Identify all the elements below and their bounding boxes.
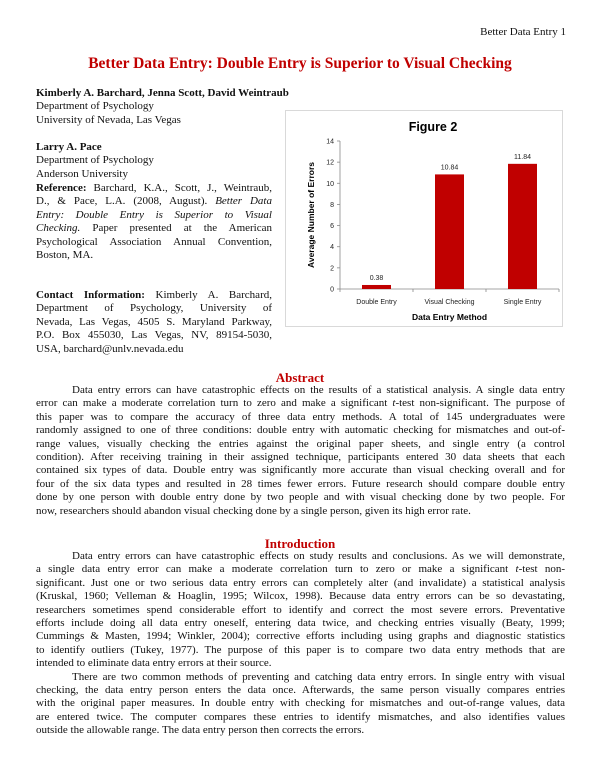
data-label: 0.38 bbox=[369, 274, 384, 282]
abstract-text bbox=[36, 384, 565, 518]
x-tick-label: Single Entry bbox=[503, 299, 542, 306]
italic-text: Entry: Double Entry is Superior to Visual bbox=[36, 208, 272, 221]
text-segment: D., & Pace, L.A. (2008, August). bbox=[36, 195, 216, 208]
paper-title: Better Data Entry: Double Entry is Superior to Visual Checking bbox=[88, 55, 512, 72]
paragraph bbox=[36, 550, 565, 671]
x-tick-label: Double Entry bbox=[356, 299, 397, 306]
y-tick-label: 10 bbox=[326, 180, 334, 188]
italic-text: Checking. bbox=[36, 222, 81, 235]
text-line: range values, visually checking the entries against the original paper sheets, and single entry (a control bbox=[36, 437, 565, 450]
text-line: Anderson University bbox=[36, 167, 128, 180]
text-line bbox=[36, 182, 272, 195]
bar-double-entry bbox=[362, 285, 391, 289]
text-line: are entered twice. The computer compares these entries to identify mismatches, and also identifies values bbox=[36, 710, 565, 723]
text-segment: a single data entry error can make a moderate correlation turn to zero or make a significant bbox=[36, 563, 516, 576]
text-line bbox=[36, 141, 272, 154]
y-tick-label: 12 bbox=[326, 159, 334, 167]
text-line: Department of Psychology bbox=[36, 154, 154, 167]
data-label: 11.84 bbox=[514, 153, 531, 161]
text-line: contained six types of data. Double entry was significantly more accurate than visual checking overall and for bbox=[36, 464, 565, 477]
y-tick-label: 4 bbox=[330, 244, 334, 252]
text-line: four of the six data types and resulted in 28 times fewer errors. Future research should compare double entry bbox=[36, 477, 565, 490]
text-line: outside the allowable range. The data entry person then corrects the errors. bbox=[36, 724, 365, 737]
introduction-text bbox=[36, 550, 565, 737]
data-label: 10.84 bbox=[440, 164, 459, 172]
bar-visual-checking bbox=[435, 174, 464, 289]
abstract-heading: Abstract bbox=[275, 370, 325, 385]
bold-label: Reference: bbox=[36, 182, 87, 194]
text-line bbox=[36, 87, 289, 100]
text-line: intended to eliminate data entry errors at their source. bbox=[36, 657, 272, 670]
text-line: Boston, MA. bbox=[36, 248, 94, 261]
text-line: (Kruskal, 1960; Velleman & Hoaglin, 1995; Wilcox, 1998). Because data entry errors can be so devastating, bbox=[36, 590, 565, 603]
introduction-heading: Introduction bbox=[264, 536, 336, 551]
text-line bbox=[36, 397, 565, 410]
text-line: Department of Psychology, University of bbox=[36, 302, 272, 315]
text-segment: Kimberly A. Barchard, bbox=[144, 289, 272, 301]
author-block-2 bbox=[36, 141, 272, 181]
author-block-1 bbox=[36, 87, 289, 127]
paragraph bbox=[36, 671, 565, 738]
text-segment: Paper presented at the American bbox=[80, 222, 272, 235]
text-line: Department of Psychology bbox=[36, 100, 154, 113]
text-line bbox=[36, 195, 272, 208]
text-line: done by one person with double entry done by two people and with visual checking done by two people. For bbox=[36, 491, 565, 504]
reference-block bbox=[36, 182, 272, 262]
x-axis-title: Data Entry Method bbox=[411, 312, 488, 322]
running-head: Better Data Entry 1 bbox=[480, 26, 566, 38]
text-line: There are two common methods of preventing and catching data entry errors. In single entry with visual bbox=[72, 670, 565, 683]
y-axis-title: Average Number of Errors bbox=[306, 162, 316, 268]
text-line: Nevada, Las Vegas, 4505 S. Maryland Parkway, bbox=[36, 315, 272, 328]
text-line: checking, the data entry person enters the data once. Afterwards, the same person visually compares entries bbox=[36, 683, 565, 696]
text-line: with the original paper measures. In double entry with checking for mismatches and out-of-range values, data bbox=[36, 697, 565, 710]
text-line: Data entry errors can have catastrophic effects on study results and conclusions. As we will demonstrate, bbox=[72, 550, 565, 562]
text-segment: error can make a moderate correlation turn to zero and make a significant bbox=[36, 397, 393, 410]
text-segment: Barchard, K.A., Scott, J., Weintraub, bbox=[86, 182, 272, 194]
text-line: efforts include doing all data entry oneself, entering data twice, and checking entries visually (Beaty, 1999; bbox=[36, 616, 565, 629]
bold-label: Contact Information: bbox=[36, 289, 145, 301]
text-line: to identify outliers (Tukey, 1977). The purpose of this paper is to compare two data entry methods that are bbox=[36, 643, 565, 656]
x-tick-label: Visual Checking bbox=[424, 299, 475, 306]
text-line bbox=[36, 289, 272, 302]
text-line: P.O. Box 455030, Las Vegas, NV, 89154-5030, bbox=[36, 329, 272, 342]
text-line: Cummings & Masten, 1994; Winkler, 2004); corrective efforts including using graphs and diagnostic statistics bbox=[36, 630, 565, 643]
y-tick-label: 2 bbox=[330, 265, 334, 273]
bold-label: Kimberly A. Barchard, Jenna Scott, David Weintraub bbox=[36, 87, 289, 99]
y-tick-label: 6 bbox=[330, 223, 334, 231]
text-line: Data entry errors can have catastrophic effects on the results of a statistical analysis. A single data entry bbox=[72, 384, 565, 396]
text-line bbox=[36, 222, 272, 235]
text-line: significant. Just one or two serious data entry errors can completely alter (and invalidate) a statistical analysis bbox=[36, 576, 565, 589]
text-line: Psychological Association Annual Convention, bbox=[36, 235, 272, 248]
y-tick-label: 0 bbox=[330, 286, 334, 294]
chart-title: Figure 2 bbox=[408, 120, 458, 134]
text-line: USA, barchard@unlv.nevada.edu bbox=[36, 342, 184, 355]
text-line: randomly assigned to one of three conditions: double entry with automatic checking for mismatches and out-of- bbox=[36, 424, 565, 437]
bar-single-entry bbox=[508, 164, 537, 289]
bar-chart-svg bbox=[286, 111, 564, 328]
italic-text: t bbox=[515, 563, 519, 576]
text-line: researchers sometimes spend considerable effort to identify and correct the most severe errors. Preventative bbox=[36, 603, 565, 616]
italic-text: Better Data bbox=[215, 195, 272, 208]
text-line: condition). After receiving training in their assigned technique, participants entered 30 data sheets that each bbox=[36, 450, 565, 463]
y-tick-label: 14 bbox=[326, 138, 334, 146]
text-line bbox=[36, 563, 565, 576]
text-line: University of Nevada, Las Vegas bbox=[36, 113, 181, 126]
italic-text: t bbox=[392, 397, 396, 410]
contact-block bbox=[36, 289, 272, 356]
text-line bbox=[36, 209, 272, 222]
bold-label: Larry A. Pace bbox=[36, 141, 102, 153]
figure-2-chart bbox=[285, 110, 563, 327]
y-tick-label: 8 bbox=[330, 201, 334, 209]
text-line: now, researchers should abandon visual checking done by a single person, given its high error rate. bbox=[36, 504, 471, 517]
text-line: this paper was to compare the accuracy of three data entry methods. A total of 145 undergraduates were bbox=[36, 410, 565, 423]
text-segment: -test non- bbox=[518, 563, 565, 576]
text-segment: -test non-significant. The purpose of bbox=[395, 397, 565, 410]
